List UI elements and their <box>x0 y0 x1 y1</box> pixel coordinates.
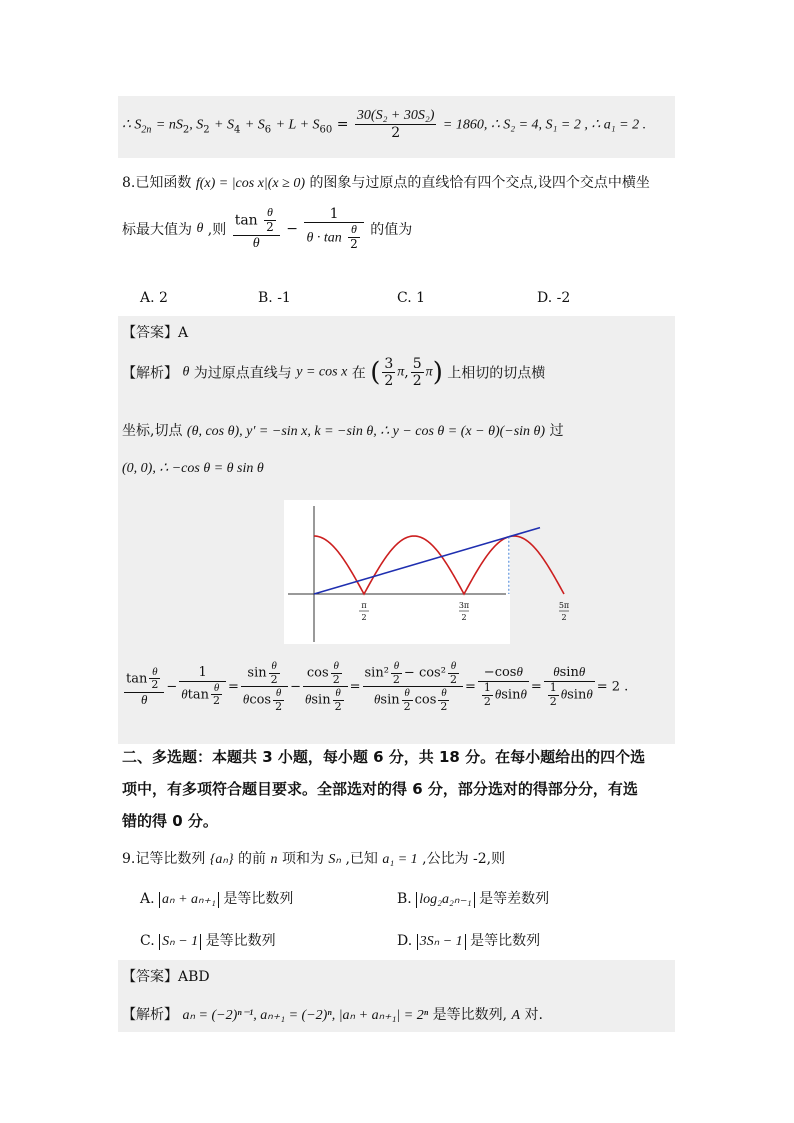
one-half: $\frac{1}{2}$ <box>483 681 491 708</box>
interval-left <box>382 356 395 389</box>
eq-frac-1 <box>124 666 164 708</box>
q8-option-d[interactable]: D. -2 <box>537 290 571 306</box>
answer8-label: 【答案】A <box>122 325 189 341</box>
line3: (0, 0), ∴ −cos θ = θ sin θ <box>122 461 264 476</box>
theta-half-num: θ <box>264 206 276 221</box>
frac2-den: θ · tan <box>306 230 342 246</box>
jx-text-c: 上相切的切点横 <box>447 365 546 382</box>
x-tick-label: π <box>361 601 367 610</box>
theta-half: $\frac{\theta}{2}$ <box>213 681 221 708</box>
opt-label: D. <box>397 933 413 949</box>
theta-half <box>149 666 160 692</box>
opt-label: B. <box>397 891 412 907</box>
theta-half: $\frac{\theta}{2}$ <box>392 660 400 686</box>
tangent-line <box>314 528 540 594</box>
opt-expr: Sₙ − 1 <box>159 934 201 950</box>
x-tick-label: 5π <box>558 601 570 610</box>
q9-option-c[interactable] <box>140 930 276 950</box>
q8-function: f(x) = |cos x|(x ≥ 0) <box>195 176 305 191</box>
x-tick-label: 2 <box>561 613 567 622</box>
theta-half: $\frac{\theta}{2}$ <box>334 687 342 713</box>
x-tick-label: 3π <box>458 601 470 610</box>
answer8-jx-line2 <box>122 420 564 440</box>
theta-half: $\frac{\theta}{2}$ <box>440 687 448 713</box>
eq-result: = 2 . <box>596 679 629 695</box>
answer9-expr: aₙ = (−2)ⁿ⁻¹, aₙ₊₁ = (−2)ⁿ, |aₙ + aₙ₊₁| = 2ⁿ <box>182 1008 429 1023</box>
q8-option-b[interactable]: B. -1 <box>258 290 291 306</box>
jiexi-label: 【解析】 <box>122 365 178 382</box>
q8-stem-line1 <box>122 172 650 192</box>
interval-right <box>411 356 424 389</box>
q8-stem-b: 的图象与过原点的直线恰有四个交点,设四个交点中横坐 <box>309 175 650 191</box>
sum-part: + S <box>244 117 265 133</box>
theta-half-den: 2 <box>151 678 159 692</box>
theta-half: $\frac{\theta}{2}$ <box>449 660 457 686</box>
line2-b: (θ, cos θ), y′ = −sin x, k = −sin θ, ∴ y − cos θ = (x − θ)(−sin θ) <box>186 424 546 439</box>
line2-c: 过 <box>549 423 564 439</box>
answer9-jx <box>122 1004 543 1024</box>
answer8-final-equation: tan $\frac{\theta}{2}$ θ − 1 θtan $\frac{\theta}{2}$ = sin $\frac{\theta}{2}$ θcos $\frac{\theta}{2}$ − cos $\frac{\theta}{2}$ θsin $\frac{\theta}{2}$ = sin² $\frac{\theta}{2}$ − cos² $\frac{\theta}{2}$ θsin $\frac{\theta}{2}$ cos $\frac{\theta}{2}$ = −cosθ $\frac{1}{2}$ θsinθ = θsinθ $\frac{1}{2}$ θsinθ = 2 . <box>126 660 629 713</box>
q9-n: n <box>270 852 278 867</box>
q9-option-b[interactable] <box>397 888 549 908</box>
eq-frac-2: 1 θtan $\frac{\theta}{2}$ <box>179 666 226 708</box>
answer9-label: 【答案】ABD <box>122 969 210 985</box>
opt-label: A. <box>140 891 155 907</box>
q9-stem-a: 9.记等比数列 <box>122 851 206 867</box>
frac-num: 30(S₂ + 30S₂) <box>355 108 437 125</box>
tan-text: tan <box>126 671 148 687</box>
frac1-den: θ <box>252 235 260 251</box>
q8-expression-frac2 <box>304 206 363 252</box>
q8-expression-frac1 <box>233 206 280 252</box>
q9-sn: Sₙ <box>328 852 341 867</box>
q9-stem-c: 项和为 <box>281 851 324 867</box>
sum-part: + S <box>214 117 234 133</box>
q8-stem-c: 标最大值为 <box>122 221 192 238</box>
theta-half: $\frac{\theta}{2}$ <box>332 660 340 686</box>
tan-text: tan <box>234 212 258 229</box>
theta-half: $\frac{\theta}{2}$ <box>275 687 283 713</box>
theta-half-num: θ <box>149 666 160 680</box>
section2-line1: 二、多选题：本题共 3 小题，每小题 6 分，共 18 分。在每小题给出的四个选 <box>122 748 646 766</box>
theta-half: $\frac{\theta}{2}$ <box>270 660 278 686</box>
sum-fraction <box>355 108 437 141</box>
opt-expr: 3Sₙ − 1 <box>417 934 466 950</box>
pi-symbol: π <box>425 364 433 380</box>
interval-right-num: 5 <box>412 356 422 372</box>
answer8-jx-line3 <box>122 460 264 477</box>
sum-part: , S <box>189 117 204 133</box>
interval-left-den: 2 <box>384 373 394 390</box>
theta-half-den: 2 <box>350 236 358 251</box>
x-tick-label: 2 <box>461 613 467 622</box>
jiexi-label: 【解析】 <box>122 1007 178 1023</box>
q9-a1: a₁ = 1 <box>382 852 418 867</box>
section2-line2: 项中，有多项符合题目要求。全部选对的得 6 分，部分选对的得部分分，有选 <box>122 780 638 798</box>
theta-half: $\frac{\theta}{2}$ <box>403 687 411 713</box>
cos-graph-figure <box>284 500 570 644</box>
answer8-jx-line1: 【解析】 θ 为过原点直线与 y = cos x 在 ( $\frac{3}{2}$ π, $\frac{5}{2}$ π) 上相切的切点横 <box>122 356 546 390</box>
sum-tail: = 1860, ∴ S₂ = 4, S₁ = 2 , ∴ a₁ = 2 . <box>442 117 647 133</box>
one-half: $\frac{1}{2}$ <box>549 681 557 708</box>
q8-option-a[interactable]: A. 2 <box>140 290 168 306</box>
opt-expr: log₂a₂ₙ₋₁ <box>416 892 474 908</box>
jx-text-a: 为过原点直线与 <box>193 365 292 382</box>
answer9-A: A <box>511 1008 521 1023</box>
eq-frac-7: θsinθ $\frac{1}{2}$ θsinθ <box>544 665 595 708</box>
answer9-text-b: 对. <box>524 1007 543 1023</box>
opt-text: 是等比数列 <box>470 933 541 949</box>
eq-den: θ <box>140 691 148 707</box>
minus-sign: − <box>286 220 298 237</box>
q9-option-a[interactable] <box>140 888 293 908</box>
jx-text-b: 在 <box>351 365 366 382</box>
frac-den: 2 <box>391 125 401 142</box>
q8-stem-line2 <box>122 206 412 252</box>
line2-a: 坐标,切点 <box>122 423 183 439</box>
theta-symbol: θ <box>196 220 204 236</box>
eq-frac-3: sin $\frac{\theta}{2}$ θcos $\frac{\theta}{2}$ <box>241 660 288 714</box>
ycos-expr: y = cos x <box>296 364 348 380</box>
sum-prefix: ∴ S <box>122 117 142 133</box>
pi-symbol: π <box>397 364 405 380</box>
q9-stem-b: 的前 <box>238 851 267 867</box>
theta-half <box>264 206 276 235</box>
answer9-text-a: 是等比数列, <box>432 1007 508 1023</box>
sum-part: + L + S <box>275 117 320 133</box>
opt-expr: aₙ + aₙ₊₁ <box>159 892 219 908</box>
top-solution-line: ∴ $S_{2n} = nS_2$, $S_2 + S_4 + S_6 + L + S_{60}$ = $\frac{\text{30(S₂ + 30S₂)}}{2}$ = 1860, ∴ S₂ = 4, S₁ = 2 , ∴ a₁ = 2 . <box>122 108 647 142</box>
eq-frac-6: −cosθ $\frac{1}{2}$ θsinθ <box>478 665 529 708</box>
opt-text: 是等差数列 <box>479 891 550 907</box>
eq-frac-4: cos $\frac{\theta}{2}$ θsin $\frac{\theta}{2}$ <box>303 660 348 714</box>
theta-half-den: 2 <box>266 219 274 234</box>
eq-frac-5: sin² $\frac{\theta}{2}$ − cos² $\frac{\theta}{2}$ θsin $\frac{\theta}{2}$ cos $\frac{\theta}{2}$ <box>363 660 463 714</box>
q9-stem-d: ,已知 <box>345 851 378 867</box>
cos-graph-svg <box>284 500 570 644</box>
opt-text: 是等比数列 <box>223 891 294 907</box>
opt-text: 是等比数列 <box>205 933 276 949</box>
theta-half-num: θ <box>348 223 360 238</box>
q8-stem-a: 8.已知函数 <box>122 175 192 191</box>
q8-stem-d: ,则 <box>207 221 227 238</box>
q8-option-c[interactable]: C. 1 <box>397 290 426 306</box>
opt-label: C. <box>140 933 155 949</box>
sum-part: = nS <box>155 117 183 133</box>
theta-symbol: θ <box>182 364 190 380</box>
q9-seq: {aₙ} <box>209 852 234 867</box>
frac2-num: 1 <box>304 206 363 223</box>
q8-stem-e: 的值为 <box>370 221 413 238</box>
q9-stem <box>122 848 505 868</box>
interval-left-num: 3 <box>384 356 394 372</box>
q9-stem-e: ,公比为 -2,则 <box>422 851 506 867</box>
theta-half-2 <box>348 223 360 252</box>
interval-right-den: 2 <box>412 373 422 390</box>
section2-line3: 错的得 0 分。 <box>122 812 218 830</box>
x-tick-label: 2 <box>361 613 367 622</box>
q9-option-d[interactable] <box>397 930 540 950</box>
